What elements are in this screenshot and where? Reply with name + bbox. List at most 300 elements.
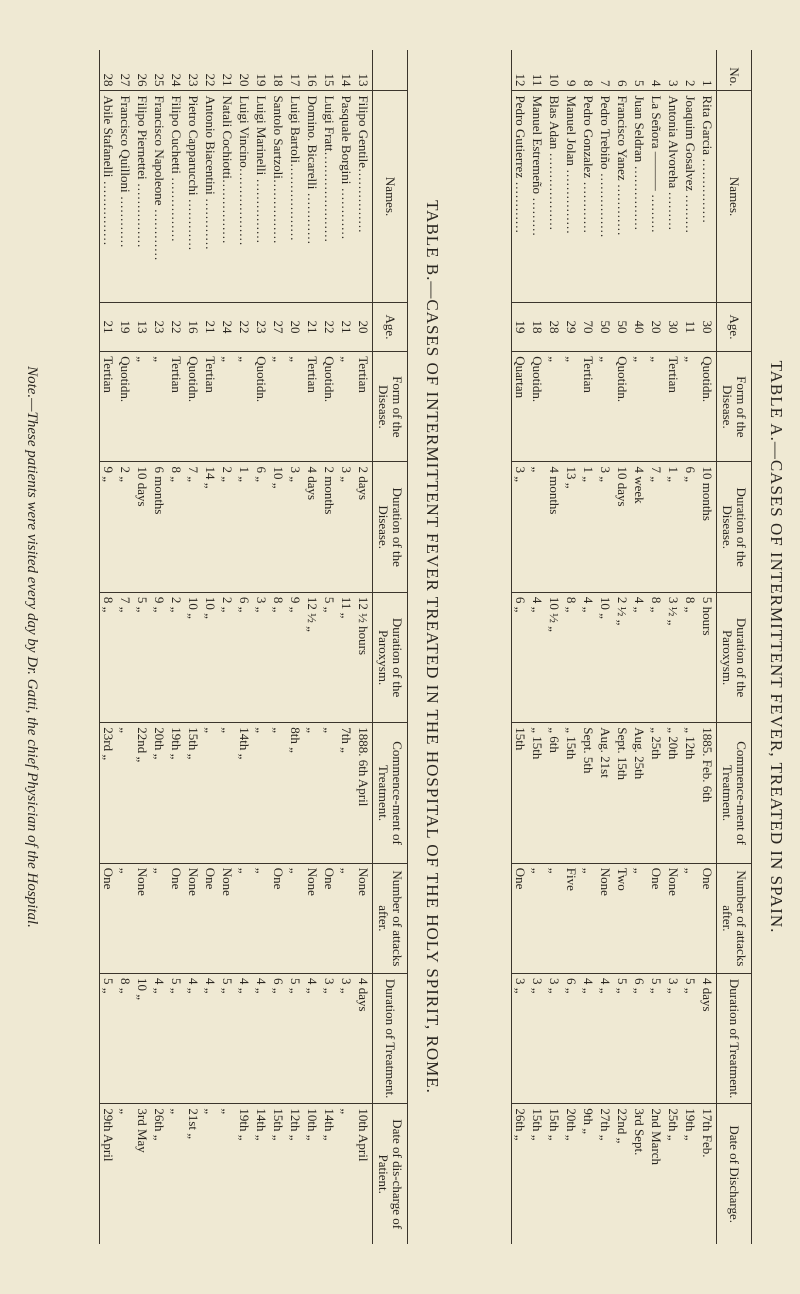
cell-duration: 10 „	[270, 462, 287, 592]
cell-discharge: 14th „	[321, 1104, 338, 1244]
cell-duration: 10 days	[134, 462, 151, 592]
cell-duration: 2 „	[219, 462, 236, 592]
cell-discharge: 27th „	[597, 1104, 614, 1244]
cell-form: „	[151, 352, 168, 462]
table-row	[185, 50, 202, 1244]
cell-commencement: 15th „	[185, 723, 202, 864]
table-row	[253, 50, 270, 1244]
table-row	[665, 50, 682, 1244]
cell-attacks: „	[117, 863, 134, 973]
cell-name: Manuel Estremeño ………	[529, 91, 546, 302]
cell-form: „	[338, 352, 355, 462]
cell-paroxysm: 5 „	[321, 592, 338, 722]
cell-paroxysm: 10 „	[185, 592, 202, 722]
cell-treatment: 4 „	[202, 973, 219, 1103]
cell-discharge: 2nd March	[648, 1104, 665, 1244]
table-row	[614, 50, 631, 1244]
table-row	[563, 50, 580, 1244]
cell-paroxysm: 2 ½ „	[614, 592, 631, 722]
cell-age: 20	[355, 302, 373, 352]
cell-treatment: 4 „	[304, 973, 321, 1103]
cell-paroxysm: 10 „	[597, 592, 614, 722]
cell-commencement: „	[117, 723, 134, 864]
cell-treatment: 4 „	[151, 973, 168, 1103]
cell-age: 28	[546, 302, 563, 352]
cell-age: 50	[597, 302, 614, 352]
cell-attacks: None	[185, 863, 202, 973]
cell-name: Pedro Gonzalez …………	[580, 91, 597, 302]
cell-no: 26	[135, 73, 150, 87]
cell-no: 21	[220, 73, 235, 87]
cell-name: Luigi Vincino………………	[236, 91, 253, 302]
cell-commencement: 22nd „	[134, 723, 151, 864]
cell-paroxysm: 2 „	[219, 592, 236, 722]
table-row	[270, 50, 287, 1244]
cell-attacks: One	[168, 863, 185, 973]
cell-paroxysm: 2 „	[168, 592, 185, 722]
column-header-names: Names.	[373, 91, 408, 302]
cell-paroxysm: 4 „	[631, 592, 648, 722]
cell-age: 27	[270, 302, 287, 352]
cell-attacks: „	[236, 863, 253, 973]
cell-form: „	[631, 352, 648, 462]
cell-age: 22	[321, 302, 338, 352]
cell-form: „	[236, 352, 253, 462]
cell-age: 30	[699, 302, 717, 352]
cell-name: Domino. Bicarelli …………	[304, 91, 321, 302]
cell-commencement: „ 12th	[682, 723, 699, 864]
column-header-age: Age.	[717, 302, 752, 352]
cell-name: La Señora ——— ………	[648, 91, 665, 302]
cell-name: Francisco Napoleone …………	[151, 91, 168, 302]
table-a-title: TABLE A.—CASES OF INTERMITTENT FEVER, TREATED IN SPAIN.	[767, 360, 786, 934]
cell-no: 9	[564, 79, 579, 87]
column-header-no: No.	[717, 50, 752, 91]
cell-age: 16	[185, 302, 202, 352]
cell-commencement: „	[304, 723, 321, 864]
cell-no: 6	[615, 79, 630, 87]
cell-commencement: 14th „	[236, 723, 253, 864]
cell-name: Pasquale Borgini …………	[338, 91, 355, 302]
table-row	[100, 50, 118, 1244]
cell-duration: 10 days	[614, 462, 631, 592]
cell-treatment: 4 „	[185, 973, 202, 1103]
cell-attacks: Two	[614, 863, 631, 973]
table-row	[134, 50, 151, 1244]
cell-age: 29	[563, 302, 580, 352]
cell-form: Quotidn.	[321, 352, 338, 462]
cell-treatment: 8 „	[117, 973, 134, 1103]
cell-form: „	[682, 352, 699, 462]
cell-discharge: 26th „	[512, 1104, 530, 1244]
footnote: Note.—These patients were visited every day by Dr. Gatti, the chief Physician of the Hospital.	[24, 366, 40, 928]
cell-attacks: „	[546, 863, 563, 973]
cell-age: 30	[665, 302, 682, 352]
cell-name: Santolo Sartzoli……………	[270, 91, 287, 302]
cell-no: 14	[339, 73, 354, 87]
cell-attacks: Five	[563, 863, 580, 973]
table-row	[580, 50, 597, 1244]
cell-treatment: 4 „	[253, 973, 270, 1103]
cell-treatment: 5 „	[648, 973, 665, 1103]
cell-treatment: 6 „	[631, 973, 648, 1103]
cell-no: 12	[512, 50, 530, 91]
cell-discharge: 3rd Sept.	[631, 1104, 648, 1244]
cell-name: Francisco Yanez …………	[614, 91, 631, 302]
cell-name: Abile Stafanelli ……………	[100, 91, 118, 302]
cell-form: Quotidn.	[253, 352, 270, 462]
cell-name: Luigi Bartoli………………	[287, 91, 304, 302]
cell-age: 21	[100, 302, 118, 352]
cell-discharge: 10th „	[304, 1104, 321, 1244]
column-header-names: Names.	[717, 91, 752, 302]
cell-treatment: 4 days	[355, 973, 373, 1103]
cell-duration: 13 „	[563, 462, 580, 592]
cell-attacks: None	[304, 863, 321, 973]
cell-form: „	[648, 352, 665, 462]
cell-attacks: None	[597, 863, 614, 973]
cell-attacks: None	[665, 863, 682, 973]
column-header-discharge: Date of Discharge.	[717, 1104, 752, 1244]
cell-commencement: „	[202, 723, 219, 864]
table-row	[321, 50, 338, 1244]
cell-duration: 1 „	[580, 462, 597, 592]
cell-discharge: „	[338, 1104, 355, 1244]
cell-treatment: 5 „	[682, 973, 699, 1103]
table-b	[99, 50, 408, 1244]
cell-treatment: 5 „	[168, 973, 185, 1103]
cell-paroxysm: 9 „	[151, 592, 168, 722]
cell-paroxysm: 8 „	[270, 592, 287, 722]
cell-attacks: „	[287, 863, 304, 973]
cell-duration: 1 „	[236, 462, 253, 592]
cell-duration: 6 „	[253, 462, 270, 592]
cell-age: 21	[304, 302, 321, 352]
cell-discharge: 20th „	[563, 1104, 580, 1244]
cell-age: 23	[253, 302, 270, 352]
cell-paroxysm: 4 „	[529, 592, 546, 722]
cell-no: 20	[237, 73, 252, 87]
cell-discharge: 15th „	[529, 1104, 546, 1244]
cell-discharge: „	[202, 1104, 219, 1244]
cell-age: 13	[134, 302, 151, 352]
cell-form: Tertian	[304, 352, 321, 462]
cell-duration: „	[529, 462, 546, 592]
cell-no: 3	[666, 79, 681, 87]
cell-form: „	[270, 352, 287, 462]
cell-attacks: One	[321, 863, 338, 973]
cell-paroxysm: 6 „	[512, 592, 530, 722]
cell-discharge: „	[168, 1104, 185, 1244]
cell-paroxysm: 11 „	[338, 592, 355, 722]
cell-attacks: One	[512, 863, 530, 973]
cell-commencement: Sept. 5th	[580, 723, 597, 864]
cell-age: 20	[287, 302, 304, 352]
cell-discharge: 22nd „	[614, 1104, 631, 1244]
cell-age: 22	[236, 302, 253, 352]
cell-treatment: 6 „	[270, 973, 287, 1103]
cell-duration: 7 „	[648, 462, 665, 592]
cell-no: 28	[100, 50, 118, 91]
cell-paroxysm: 7 „	[117, 592, 134, 722]
cell-commencement: 7th „	[338, 723, 355, 864]
cell-attacks: None	[219, 863, 236, 973]
cell-attacks: „	[529, 863, 546, 973]
cell-name: Pedro Gutierrez …………	[512, 91, 530, 302]
cell-duration: 1 „	[665, 462, 682, 592]
cell-name: Joaquim Gosalvez ………	[682, 91, 699, 302]
cell-duration: 4 months	[546, 462, 563, 592]
table-row	[202, 50, 219, 1244]
cell-form: „	[563, 352, 580, 462]
cell-commencement: „ 25th	[648, 723, 665, 864]
cell-age: 19	[512, 302, 530, 352]
cell-commencement: „ 6th	[546, 723, 563, 864]
cell-duration: 4 days	[304, 462, 321, 592]
cell-name: Francisco Quilloni …………	[117, 91, 134, 302]
cell-discharge: 3rd May	[134, 1104, 151, 1244]
cell-paroxysm: 9 „	[287, 592, 304, 722]
cell-age: 11	[682, 302, 699, 352]
cell-commencement: „ 20th	[665, 723, 682, 864]
cell-treatment: 5 „	[614, 973, 631, 1103]
cell-age: 19	[117, 302, 134, 352]
cell-name: Antonio Biacentini …………	[202, 91, 219, 302]
column-header-discharge: Date of dis-charge of Patient.	[373, 1104, 408, 1244]
cell-no: 22	[203, 73, 218, 87]
table-row	[168, 50, 185, 1244]
cell-no: 7	[598, 79, 613, 87]
cell-paroxysm: 5 „	[134, 592, 151, 722]
cell-attacks: „	[253, 863, 270, 973]
cell-name: Filipo Piernettei ……………	[134, 91, 151, 302]
cell-discharge: 12th „	[287, 1104, 304, 1244]
cell-paroxysm: 4 „	[580, 592, 597, 722]
column-header-no	[373, 50, 408, 91]
cell-duration: 2 „	[117, 462, 134, 592]
cell-name: Luigi Marinelli ……………	[253, 91, 270, 302]
table-row	[355, 50, 373, 1244]
header-row	[717, 50, 752, 1244]
cell-commencement: 23rd „	[100, 723, 118, 864]
cell-treatment: 3 „	[665, 973, 682, 1103]
cell-treatment: 10 „	[134, 973, 151, 1103]
column-header-attacks: Number of attacks after.	[373, 863, 408, 973]
cell-discharge: 29th April	[100, 1104, 118, 1244]
cell-commencement: „	[321, 723, 338, 864]
cell-age: 20	[648, 302, 665, 352]
cell-name: Filipo Gentile……………	[355, 91, 373, 302]
cell-discharge: „	[219, 1104, 236, 1244]
cell-discharge: 26th „	[151, 1104, 168, 1244]
cell-form: „	[134, 352, 151, 462]
cell-no: 2	[683, 79, 698, 87]
cell-attacks: One	[100, 863, 118, 973]
cell-treatment: 4 „	[597, 973, 614, 1103]
cell-age: 22	[168, 302, 185, 352]
cell-no: 8	[581, 79, 596, 87]
table-row	[287, 50, 304, 1244]
cell-attacks: None	[134, 863, 151, 973]
column-header-treatment: Duration of Treatment.	[373, 973, 408, 1103]
cell-attacks: „	[338, 863, 355, 973]
cell-form: Tertian	[355, 352, 373, 462]
cell-no: 1	[700, 79, 715, 87]
cell-no: 5	[632, 79, 647, 87]
cell-commencement: 19th „	[168, 723, 185, 864]
cell-no: 11	[530, 73, 545, 87]
cell-commencement: „	[253, 723, 270, 864]
column-header-paroxysm: Duration of the Paroxysm.	[373, 592, 408, 722]
cell-form: Quotidn.	[699, 352, 717, 462]
cell-treatment: 4 „	[236, 973, 253, 1103]
cell-name: Manuel Jolan ……………	[563, 91, 580, 302]
cell-name: Pietro Capparucchi …………	[185, 91, 202, 302]
cell-form: „	[597, 352, 614, 462]
cell-treatment: 5 „	[219, 973, 236, 1103]
cell-no: 23	[186, 73, 201, 87]
table-row	[304, 50, 321, 1244]
cell-commencement: „ 15th	[529, 723, 546, 864]
cell-treatment: 5 „	[287, 973, 304, 1103]
cell-commencement: Aug. 25th	[631, 723, 648, 864]
cell-no: 16	[305, 73, 320, 87]
cell-no: 17	[288, 73, 303, 87]
cell-duration: 9 „	[100, 462, 118, 592]
cell-duration: 4 week	[631, 462, 648, 592]
cell-attacks: „	[580, 863, 597, 973]
cell-form: Quotidn.	[117, 352, 134, 462]
cell-form: Tertian	[100, 352, 118, 462]
column-header-duration: Duration of the Disease.	[373, 462, 408, 592]
cell-paroxysm: 12 ½ „	[304, 592, 321, 722]
cell-name: Pedro Trebiño ……………	[597, 91, 614, 302]
column-header-commencement: Commence-ment of Treatment.	[373, 723, 408, 864]
cell-age: 21	[338, 302, 355, 352]
cell-paroxysm: 5 hours	[699, 592, 717, 722]
cell-age: 23	[151, 302, 168, 352]
table-row	[682, 50, 699, 1244]
cell-duration: 14 „	[202, 462, 219, 592]
cell-no: 27	[118, 73, 133, 87]
cell-attacks: None	[355, 863, 373, 973]
cell-no: 24	[169, 73, 184, 87]
cell-treatment: 4 days	[699, 973, 717, 1103]
table-b-title: TABLE B.—CASES OF INTERMITTENT FEVER TREATED IN THE HOSPITAL OF THE HOLY SPIRIT, ROME.	[423, 200, 442, 1094]
cell-duration: 7 „	[185, 462, 202, 592]
column-header-treatment: Duration of Treatment.	[717, 973, 752, 1103]
column-header-commencement: Commence-ment of Treatment.	[717, 723, 752, 864]
cell-age: 50	[614, 302, 631, 352]
cell-name: Luigi Fratt…………………	[321, 91, 338, 302]
cell-treatment: 4 „	[580, 973, 597, 1103]
cell-commencement: „	[219, 723, 236, 864]
cell-treatment: 3 „	[338, 973, 355, 1103]
cell-form: Quotidn.	[185, 352, 202, 462]
table-row	[529, 50, 546, 1244]
table-row	[151, 50, 168, 1244]
column-header-paroxysm: Duration of the Paroxysm.	[717, 592, 752, 722]
cell-discharge: 25th „	[665, 1104, 682, 1244]
table-row	[236, 50, 253, 1244]
table-row	[219, 50, 236, 1244]
cell-form: Quartan	[512, 352, 530, 462]
cell-duration: 10 months	[699, 462, 717, 592]
cell-duration: 3 „	[287, 462, 304, 592]
cell-paroxysm: 12 ½ hours	[355, 592, 373, 722]
cell-no: 19	[254, 73, 269, 87]
cell-commencement: Sept. 15th	[614, 723, 631, 864]
table-row	[699, 50, 717, 1244]
cell-discharge: 19th „	[682, 1104, 699, 1244]
cell-form: Tertian	[580, 352, 597, 462]
cell-no: 15	[322, 73, 337, 87]
cell-paroxysm: 10 „	[202, 592, 219, 722]
cell-name: Natali Cochiotti……………	[219, 91, 236, 302]
cell-paroxysm: 8 „	[100, 592, 118, 722]
cell-form: Tertian	[202, 352, 219, 462]
cell-duration: 6 „	[682, 462, 699, 592]
cell-no: 4	[649, 79, 664, 87]
cell-treatment: 5 „	[100, 973, 118, 1103]
cell-no: 13	[356, 73, 371, 87]
cell-discharge: 21st „	[185, 1104, 202, 1244]
cell-age: 70	[580, 302, 597, 352]
cell-name: Juan Seldran ……………	[631, 91, 648, 302]
table-row	[597, 50, 614, 1244]
cell-commencement: 1885. Feb. 6th	[699, 723, 717, 864]
cell-treatment: 3 „	[321, 973, 338, 1103]
table-row	[338, 50, 355, 1244]
cell-discharge: „	[117, 1104, 134, 1244]
cell-commencement: „	[270, 723, 287, 864]
cell-no: 10	[547, 73, 562, 87]
cell-commencement: 1888. 6th April	[355, 723, 373, 864]
cell-treatment: 3 „	[546, 973, 563, 1103]
cell-treatment: 6 „	[563, 973, 580, 1103]
cell-paroxysm: 8 „	[682, 592, 699, 722]
cell-age: 21	[202, 302, 219, 352]
cell-commencement: 8th „	[287, 723, 304, 864]
cell-commencement: 20th „	[151, 723, 168, 864]
column-header-age: Age.	[373, 302, 408, 352]
cell-name: Antonia Alvoreha ………	[665, 91, 682, 302]
cell-attacks: One	[699, 863, 717, 973]
cell-discharge: 19th „	[236, 1104, 253, 1244]
cell-discharge: 14th „	[253, 1104, 270, 1244]
cell-discharge: 10th April	[355, 1104, 373, 1244]
cell-attacks: „	[682, 863, 699, 973]
cell-paroxysm: 6 „	[236, 592, 253, 722]
table-row	[546, 50, 563, 1244]
cell-attacks: One	[270, 863, 287, 973]
cell-form: Quotidn.	[529, 352, 546, 462]
cell-attacks: „	[631, 863, 648, 973]
header-row	[373, 50, 408, 1244]
cell-form: „	[219, 352, 236, 462]
cell-duration: 3 „	[512, 462, 530, 592]
cell-form: Tertian	[665, 352, 682, 462]
cell-duration: 3 „	[338, 462, 355, 592]
cell-duration: 2 months	[321, 462, 338, 592]
cell-age: 18	[529, 302, 546, 352]
cell-attacks: One	[202, 863, 219, 973]
cell-duration: 6 months	[151, 462, 168, 592]
table-a	[511, 50, 752, 1244]
cell-discharge: 9th „	[580, 1104, 597, 1244]
cell-discharge: 17th Feb.	[699, 1104, 717, 1244]
cell-form: „	[546, 352, 563, 462]
